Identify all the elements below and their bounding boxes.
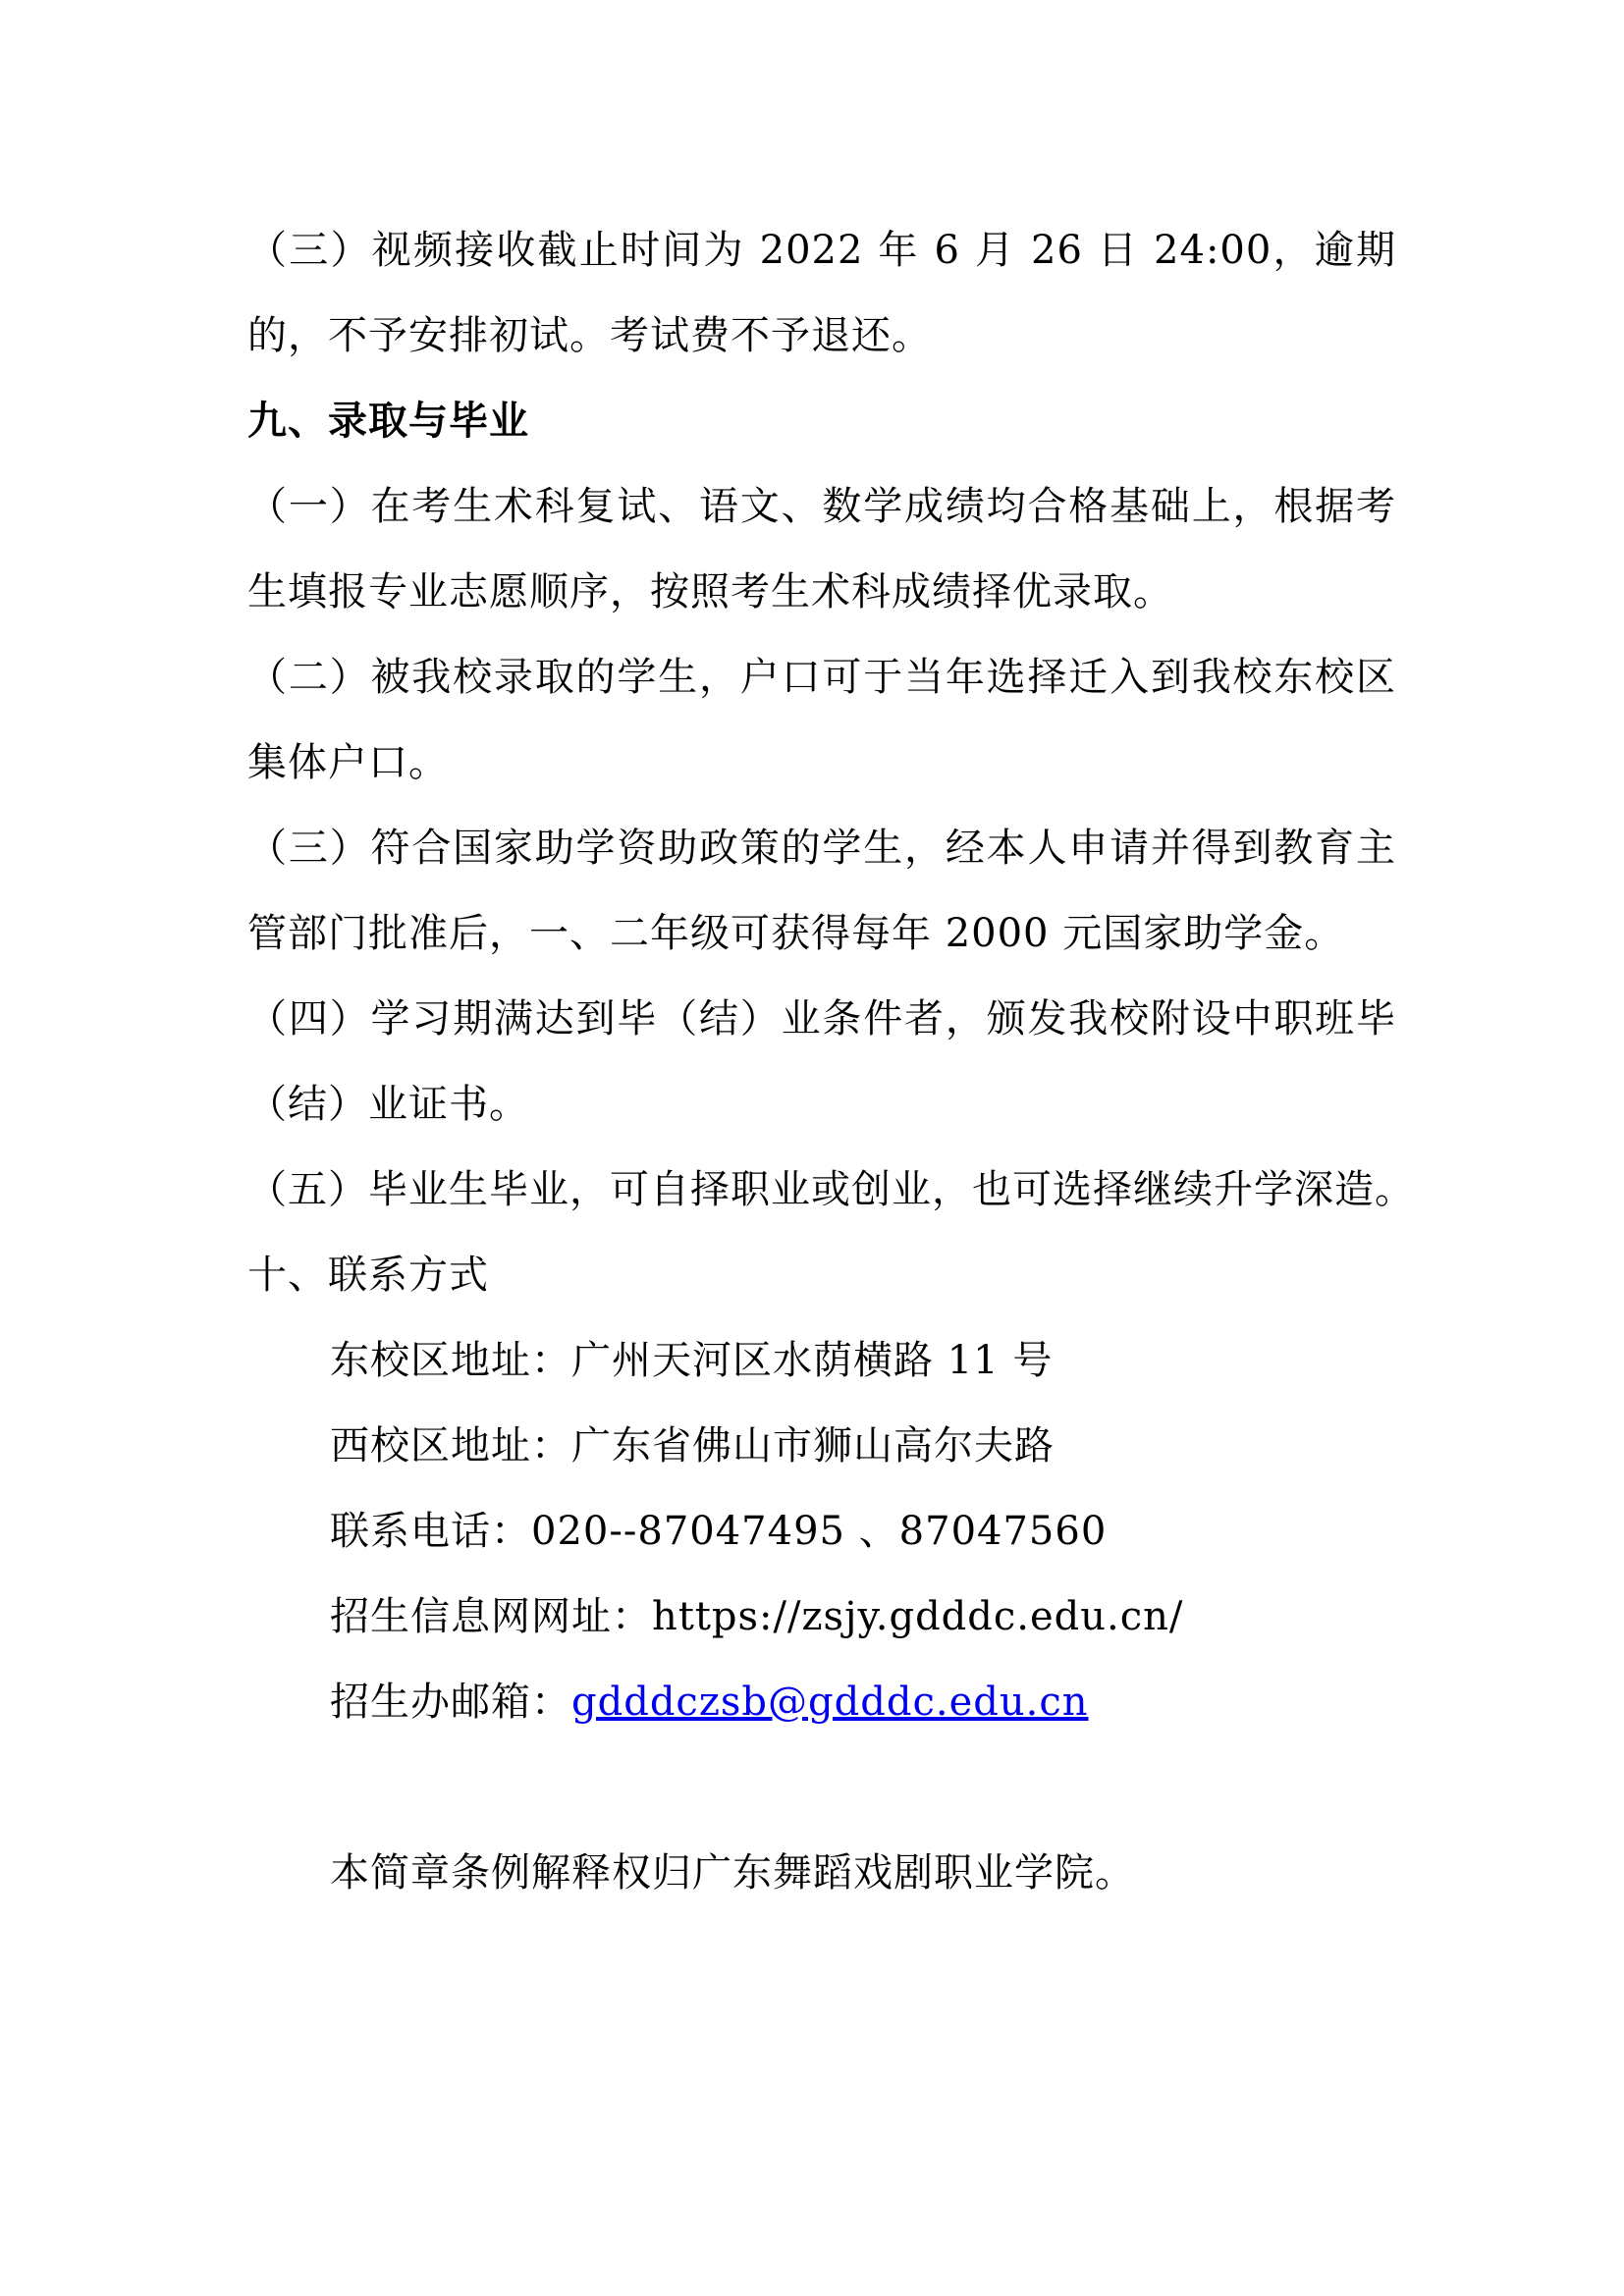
admissions-website: 招生信息网网址：https://zsjy.gdddc.edu.cn/: [330, 1594, 1184, 1639]
section9-item4-line1: （四）学习期满达到毕（结）业条件者，颁发我校附设中职班毕: [247, 996, 1396, 1041]
section9-item3-line2: 管部门批准后，一、二年级可获得每年 2000 元国家助学金。: [247, 911, 1345, 956]
section9-item3-line1: （三）符合国家助学资助政策的学生，经本人申请并得到教育主: [247, 826, 1396, 871]
section9-item1-line1: （一）在考生术科复试、语文、数学成绩均合格基础上，根据考: [247, 484, 1396, 529]
section9-item1-line2: 生填报专业志愿顺序，按照考生术科成绩择优录取。: [247, 569, 1173, 614]
section9-item5-line1: （五）毕业生毕业，可自择职业或创业，也可选择继续升学深造。: [247, 1167, 1415, 1212]
admissions-email-label: 招生办邮箱：: [330, 1680, 571, 1725]
section8-item3-line2: 的，不予安排初试。考试费不予退还。: [247, 313, 932, 358]
section8-item3-line1: （三）视频接收截止时间为 2022 年 6 月 26 日 24:00，逾期: [247, 228, 1396, 273]
contact-phone: 联系电话：020--87047495 、87047560: [330, 1509, 1108, 1554]
east-campus-address: 东校区地址：广州天河区水荫横路 11 号: [330, 1338, 1054, 1383]
section10-heading: 十、联系方式: [247, 1253, 489, 1298]
section9-heading: 九、录取与毕业: [247, 399, 529, 444]
section9-item2-line2: 集体户口。: [247, 740, 449, 785]
admissions-email-row: [247, 1660, 1396, 1745]
footer-note: 本简章条例解释权归广东舞蹈戏剧职业学院。: [330, 1850, 1135, 1896]
blank-line: [247, 1745, 1396, 1831]
document-page: [247, 208, 1415, 1916]
section9-item4-line2: （结）业证书。: [247, 1082, 529, 1127]
section9-item2-line1: （二）被我校录取的学生，户口可于当年选择迁入到我校东校区: [247, 655, 1396, 700]
west-campus-address: 西校区地址：广东省佛山市狮山高尔夫路: [330, 1423, 1055, 1468]
admissions-email-link[interactable]: gdddczsb@gdddc.edu.cn: [571, 1680, 1089, 1725]
